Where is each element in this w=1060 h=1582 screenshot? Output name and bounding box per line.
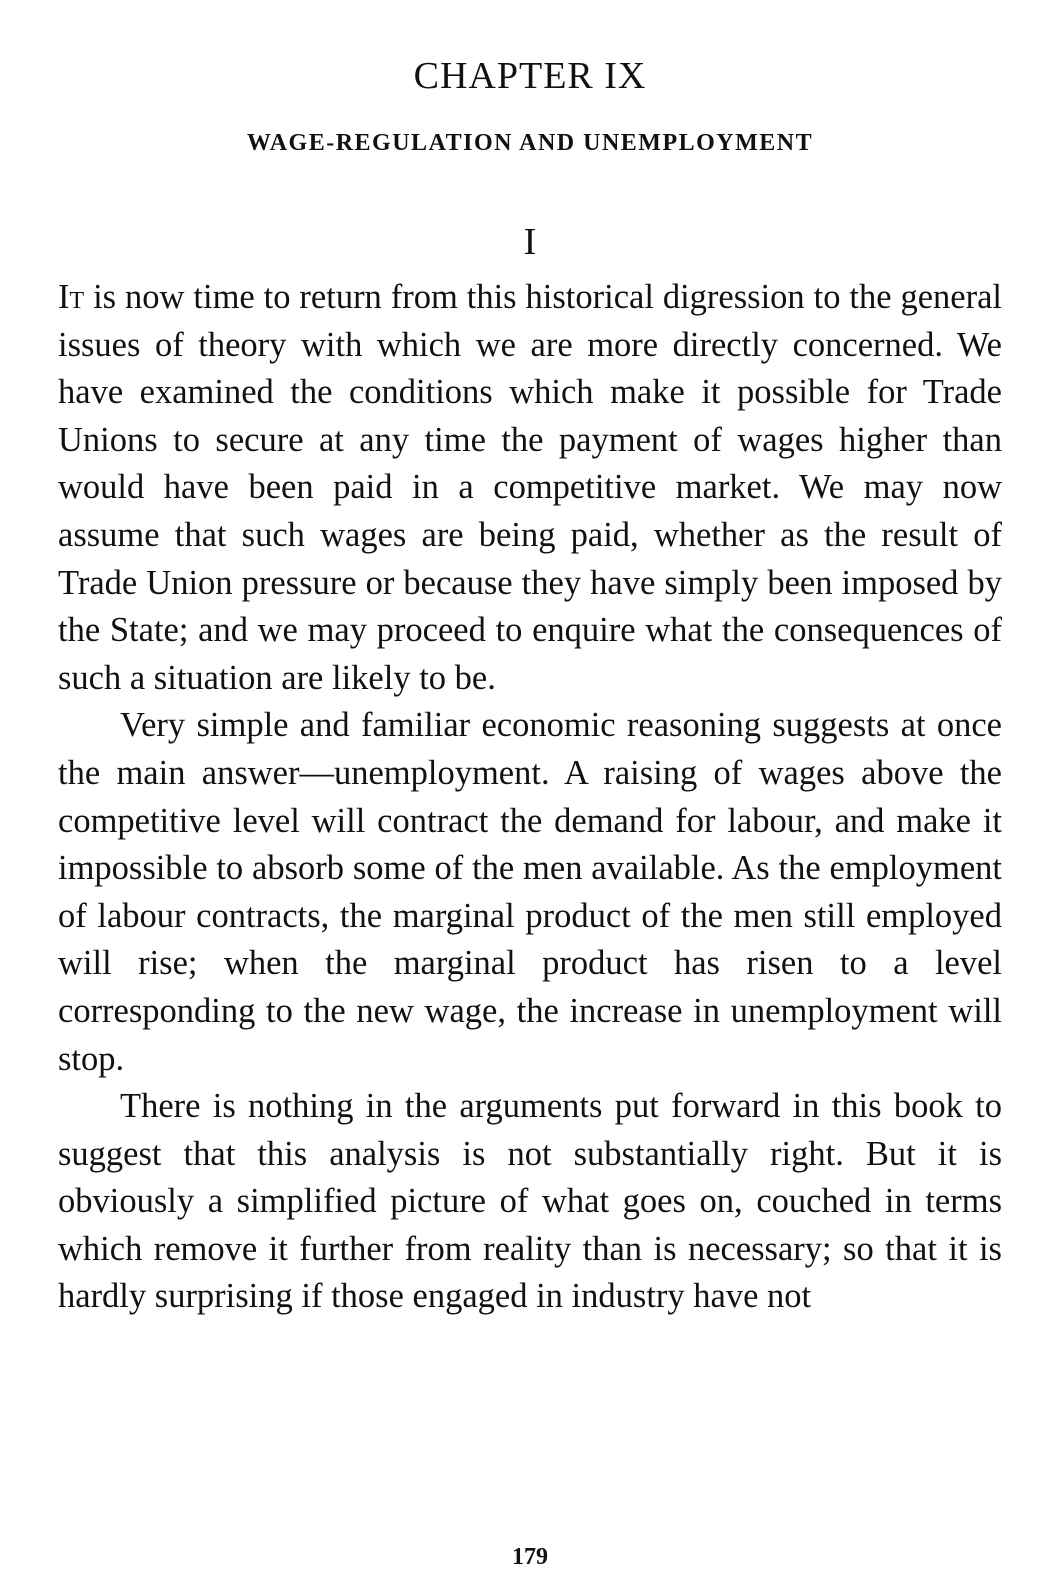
body-text [58, 274, 1002, 1321]
chapter-title: CHAPTER IX [413, 55, 647, 97]
paragraph-2: Very simple and familiar economic reasoning suggests at once the main answer—unemployment. A raising of wages above the competitive level will contract the demand for labour, and make it impossible to absorb some of the men available. As the employment of labour contracts, the marginal product of the men still employed will rise; when the marginal product has risen to a level corresponding to the new wage, the increase in unemployment will stop. [58, 706, 1002, 1078]
chapter-subtitle: WAGE-REGULATION AND UNEMPLOYMENT [246, 130, 814, 156]
page-number: 179 [512, 1544, 548, 1570]
paragraph-3: There is nothing in the arguments put forward in this book to suggest that this analysis is not substantially right. But it is obviously a simplified picture of what goes on, couched in terms which remove it further from reality than is necessary; so that it is hardly surprising if those engaged in industry have not [58, 1087, 1002, 1316]
paragraph-lead-word: It [58, 278, 85, 316]
paragraph-1 [58, 274, 1002, 702]
paragraph-1-text: is now time to return from this historical digression to the general issues of theory with which we are more directly concerned. We have examined the conditions which make it possible for Trade Unions to secure at any time the payment of wages higher than would have been paid in a competitive market. We may now assume that such wages are being paid, whether as the result of Trade Union pressure or because they have simply been imposed by the State; and we may proceed to enquire what the consequences of such a situation are likely to be. [58, 278, 1002, 697]
section-number: I [523, 221, 537, 263]
